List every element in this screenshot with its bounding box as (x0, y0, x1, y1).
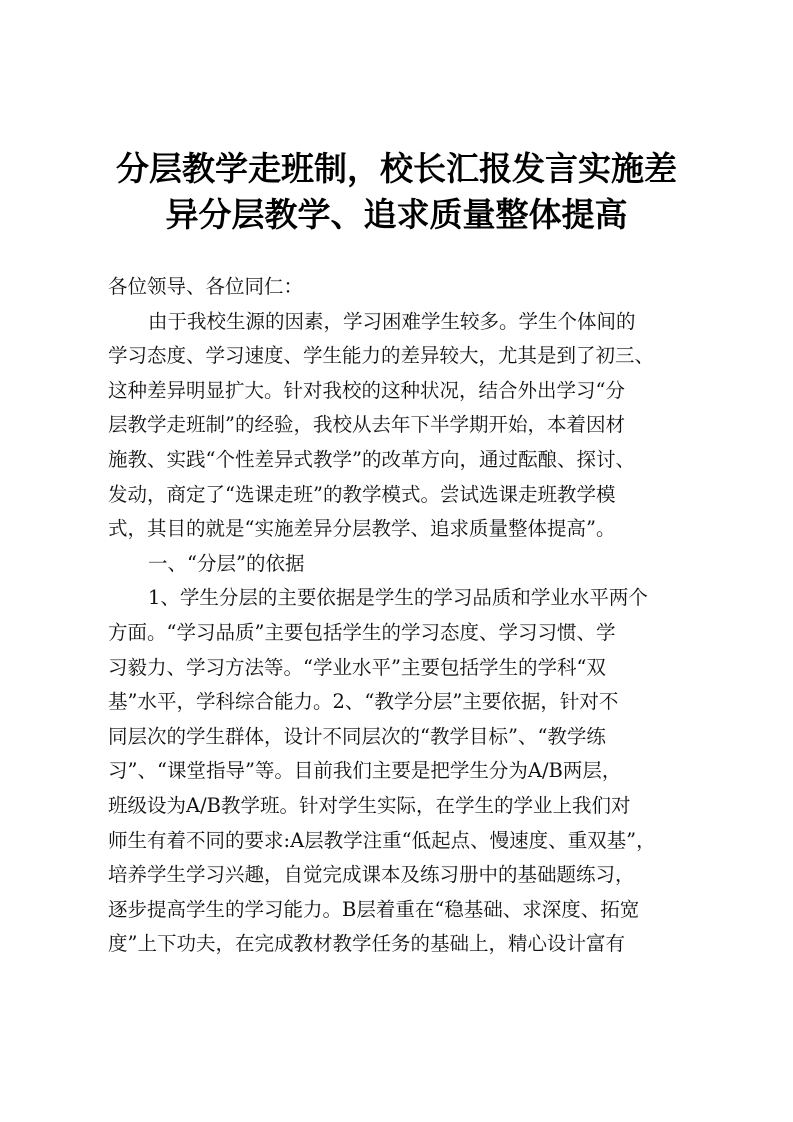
body-line: 习毅力、学习方法等。“学业水平”主要包括学生的学科“双 (108, 655, 606, 679)
body-line: 一、“分层”的依据 (148, 551, 305, 575)
body-line: 这种差异明显扩大。针对我校的这种状况，结合外出学习“分 (108, 378, 625, 402)
body-line: 施教、实践“个性差异式教学”的改革方向，通过酝酿、探讨、 (108, 447, 635, 471)
body-line: 度”上下功夫，在完成教材教学任务的基础上，精心设计富有 (108, 932, 625, 956)
body-line: 基”水平，学科综合能力。2、“教学分层”主要依据，针对不 (108, 690, 619, 714)
body-line: 逐步提高学生的学习能力。B层着重在“稳基础、求深度、拓宽 (108, 897, 640, 921)
body-line: 层教学走班制”的经验，我校从去年下半学期开始，本着因材 (108, 413, 625, 437)
body-line: 方面。“学习品质”主要包括学生的学习态度、学习习惯、学 (108, 620, 616, 644)
body-line: 同层次的学生群体，设计不同层次的“教学目标”、“教学练 (108, 724, 606, 748)
body-line: 习”、“课堂指导”等。目前我们主要是把学生分为A/B两层， (108, 759, 622, 783)
body-line: 发动，商定了“选课走班”的教学模式。尝试选课走班教学模 (108, 482, 616, 506)
title-line-1: 分层教学走班制，校长汇报发言实施差 (116, 149, 677, 188)
body-line: 式，其目的就是“实施差异分层教学、追求质量整体提高”。 (108, 517, 616, 541)
body-line: 各位领导、各位同仁： (108, 275, 304, 298)
document-title (96, 146, 697, 238)
body-line: 1、学生分层的主要依据是学生的学习品质和学业水平两个 (148, 586, 648, 610)
document-body (108, 270, 688, 962)
body-line: 学习态度、学习速度、学生能力的差异较大，尤其是到了初三、 (108, 344, 655, 368)
body-line: 班级设为A/B教学班。针对学生实际，在学生的学业上我们对 (108, 793, 631, 817)
title-line-2: 异分层教学、追求质量整体提高 (165, 195, 628, 234)
body-line: 由于我校生源的因素，学习困难学生较多。学生个体间的 (148, 309, 636, 333)
body-line: 培养学生学习兴趣，自觉完成课本及练习册中的基础题练习， (108, 863, 635, 887)
body-line: 师生有着不同的要求:A层教学注重“低起点、慢速度、重双基”， (108, 828, 656, 852)
